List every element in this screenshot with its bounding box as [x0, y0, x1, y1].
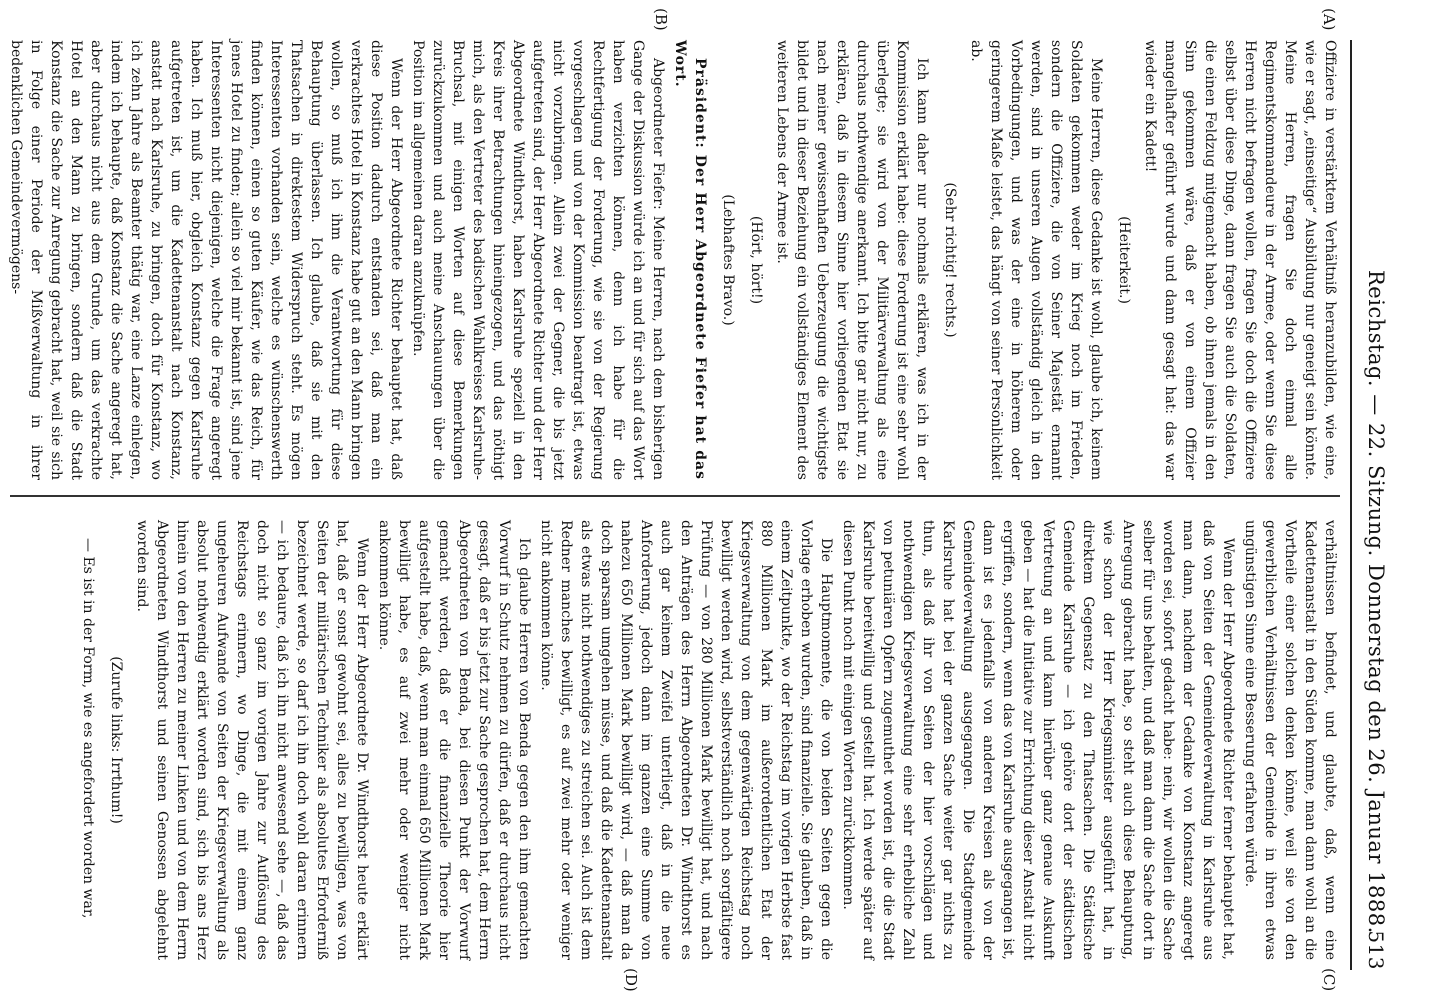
paragraph: — Es ist in der Form, wie es angefordert worden war, [80, 538, 96, 919]
page-header [1358, 40, 1388, 970]
paragraph: Wenn der Herr Abgeordnete Dr. Windthorst heute erklärt hat, daß er sonst gewohnt sei, alles zu bewilligen, was von Seiten der militärischen Techniker als absolutes Erforderniß bezeichnet werde, so darf ich ihn doch wohl daran erinnern — ich bedaure, daß ich ihn nicht anwesend sehe —, daß das doch nicht so ganz im vorigen Jahre zur Auflösung des Reichstags erinnern, wo Dinge, die mit einem ganz ungeheuren Aufwande von Seiten der Kriegsverwaltung als absolut nothwendig erklärt worden sind, sich bis ans Herz hinein von den Herren zu meiner Linken und von dem Herrn Abgeordneten Windthorst und seinen Genossen abgelehnt worden sind. [134, 520, 370, 960]
right-column [10, 520, 1340, 960]
paragraph: Wenn der Herr Abgeordnete Richter behauptet hat, daß diese Position dadurch entstanden sei, daß man ein verkrachtes Hotel in Konstanz habe gut an den Mann bringen wollen, so muß ich ihm die Verantwortung für diese Behauptung überlassen. Ich glaube, daß sie mit den Thatsachen in direktestem Widerspruch steht. Es mögen Interessenten vorhanden sein, welche es wünschenswerth finden können, einen so guten Käufer, wie das Reich, für jenes Hotel zu finden; allein so viel mir bekannt ist, sind jene Interessenten nicht diejenigen, welche die Frage angeregt haben. Ich muß hier, obgleich Konstanz gegen Karlsruhe aufgetreten ist, um die Kadettenanstalt nach Konstanz, anstatt nach Karlsruhe, zu bringen, doch für Konstanz, wo ich zehn Jahre als Beamter thätig war, eine Lanze einlegen, indem ich behaupte, daß Konstanz die Sache angeregt hat, aber durchaus nicht aus dem Grunde, um das verkrachte Hotel an den Mann zu bringen, sondern daß die Stadt Konstanz die Sache zur Anregung gebracht hat, weil sie sich in Folge einer Periode der Mißverwaltung in ihrer bedenklichen Gemeindevermögens- [8, 40, 404, 480]
column-divider [10, 495, 1340, 497]
paragraph: Offiziere in verstärktem Verhältniß heranzubilden, wie eine, wie er sagt, „einseitige“ Ausbildung nur geneigt sein könnte. Meine Herren, fragen Sie doch einmal alle Regimentskommandeure in der Armee, oder wenn Sie diese Herren nicht befragen wollen, fragen Sie doch die Offiziere selbst über diese Dinge, dann fragen Sie auch die Soldaten, die einen Feldzug mitgemacht haben, ob ihnen jemals in den Sinn gekommen wäre, daß er von einem Offizier mangelhafter geführt wurde und dann gesagt hat: das war wieder ein Kadett! [1142, 40, 1338, 480]
header-rule [1350, 40, 1352, 970]
page-title: Reichstag. — 22. Sitzung. Donnerstag den 26. Januar 1888. [1364, 270, 1388, 934]
paragraph: Ich kann daher nur nochmals erklären, was ich in der Kommission erklärt habe: diese Forderung ist eine sehr wohl überlegte; sie wird von der Militärverwaltung als eine durchaus nothwendige anerkannt. Ich bitte gar nicht nur, zu erklären, daß in diesem Sinne hier vorliegenden Etat sie nach meiner gewissenhaften Ueberzeugung die wichtigste bildet und in dieser Beziehung ein vollständiges Element des weiteren Lebens der Armee ist. [774, 40, 930, 480]
interjection: (Heiterkeit.) [1116, 216, 1132, 304]
paragraph: Wenn der Herr Abgeordnete Richter ferner behauptet hat, daß von Seiten der Gemeindeverwaltung in Karlsruhe aus man dann, nachdem der Gedanke von Konstanz angeregt worden sei, sofort gedacht habe: nein, wir wollen die Sache selber für uns behalten, und daß man dann die Sache dort in Anregung gebracht habe, so steht auch diese Behauptung, wie schon der Herr Kriegsminister ausgeführt hat, in direktem Gegensatz zu den Thatsachen. Die Städtische Gemeinde Karlsruhe — ich gehöre dort der städtischen Vertretung an und kann hierüber ganz genaue Auskunft geben — hat die Initiative zur Errichtung dieser Anstalt nicht ergriffen, sondern, wenn das von Karlsruhe ausgegangen ist, dann ist es jedenfalls von anderen Kreisen als von der Gemeindeverwaltung ausgegangen. Die Stadtgemeinde Karlsruhe hat bei der ganzen Sache weiter gar nichts zu thun, als daß ihr von Seiten der hier vorschlägen und nothwendigen Kriegsverwaltung eine sehr erhebliche Zahl von petuniären Opfern zugemuthet worden ist, die die Stadt Karlsruhe bereitwillig und gestellt hat. Ich werde später auf diesen Punkt noch mit einigen Worten zurückkommen. [840, 520, 1236, 960]
margin-marker-d: (D) [622, 968, 640, 992]
paragraph: Ich glaube Herren von Benda gegen den ihm gemachten Vorwurf in Schutz nehmen zu dürfen, daß er durchaus nicht gesagt, daß er bis jetzt zur Sache gesprochen hat, dem Herrn Abgeordneten von Benda, bei diesen Punkt der Vorwurf gemacht werden, daß er die finanzielle Theorie hier aufgestellt habe, daß, wenn man einmal 650 Millionen Mark bewilligt habe, es auf zwei mehr oder weniger nicht ankommen könne. [376, 520, 532, 960]
margin-marker-b: (B) [652, 8, 670, 31]
paragraph: verhältnissen befindet, und glaubte, daß, wenn eine Kadettenanstalt in den Süden komme, man dann wohl an die Vortheile einer solchen denken könne, weil sie von den gewerblichen Verhältnissen der Gemeinde in ihren etwas ungünstigen Sinne eine Besserung erfahren würde. [1242, 520, 1338, 960]
page-number: 513 [1364, 930, 1388, 970]
margin-marker-a: (A) [1320, 8, 1338, 31]
paragraph: Abgeordneter Fiefer: Meine Herren, nach dem bisherigen Gange der Diskussion würde ich an und für sich auf das Wort haben verzichten können, denn ich habe für die Rechtfertigung der Forderung, wie sie von der Regierung vorgeschlagen und von der Kommission beantragt ist, etwas nicht vorzubringen. Allein zwei der Gegner, die bis jetzt aufgetreten sind, der Herr Abgeordnete Richter und der Herr Abgeordnete Windthorst, haben Karlsruhe speziell in den Kreis ihrer Betrachtungen hineingezogen, und das nöthigt mich, als den Vertreter des badischen Wahlkreises Karlsruhe-Bruchsal, mit einigen Worten auf diese Bemerkungen zurückzukommen und auch meine Anschauungen über die Position im allgemeinen daran anzuknüpfen. [410, 40, 666, 480]
left-column [10, 40, 1340, 480]
margin-marker-c: (C) [1320, 968, 1338, 992]
interjection: (Zurufe links: Irrthum!) [108, 656, 124, 824]
speaker-line: Präsident: Der Herr Abgeordnete Fiefer hat das Wort. [672, 40, 708, 480]
paragraph: Die Hauptmomente, die von beiden Seiten gegen die Vorlage erhoben wurden, sind finanzielle. Sie glauben, daß in einem Zeitpunkte, wo der Reichstag im vorigen Herbste fast 880 Millionen Mark im außerordentlichen Etat der Kriegsverwaltung von dem gegenwärtigen Reichstag noch bewilligt werden wird, selbstverständlich noch sorgfältigere Prüfung — von 280 Millionen Mark bewilligt hat, und nach den Anträgen des Herrn Abgeordneten Dr. Windthorst es auch gar keinem Zweifel unterliegt, daß in die neue Anforderung, jedoch dann im ganzen eine Summe von nahezu 650 Millionen Mark bewilligt wird, — daß man da doch sparsam umgehen müsse, und daß die Kadettenanstalt als etwas nicht nothwendiges zu streichen sei. Auch ist dem Redner manches bewilligt, es auf zwei mehr oder weniger nicht ankommen könne. [538, 520, 834, 960]
interjection: (Sehr richtig! rechts.) [942, 182, 958, 338]
paragraph: Meine Herren, diese Gedanke ist wohl, glaube ich, keinem Soldaten gekommen weder im Krieg noch im Frieden, sondern die Offiziere, die von Seiner Majestät ernannt werden, sind in unseren Augen vollständig gleich in den Vorbedingungen, und was der eine in höherem oder geringerem Maße leistet, das hängt von seiner Persönlichkeit ab. [968, 40, 1104, 480]
interjection: (Hört, hört!) [748, 215, 764, 305]
interjection: (Lebhaftes Bravo.) [720, 194, 736, 326]
